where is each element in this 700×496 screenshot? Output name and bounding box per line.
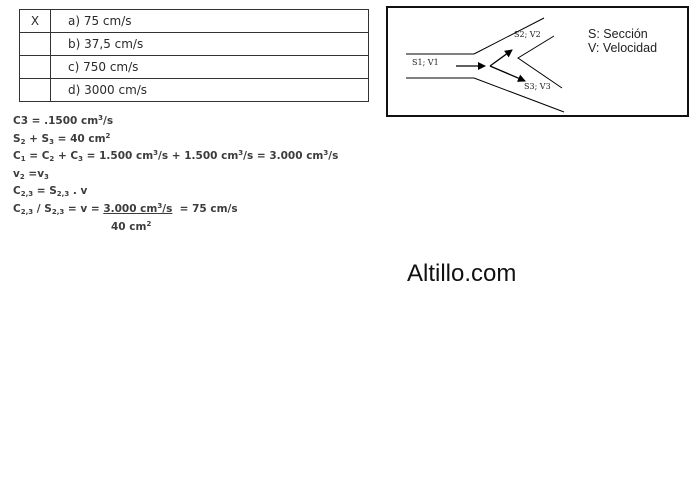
option-text: b) 37,5 cm/s: [51, 33, 369, 56]
work-line-6: $C_{2,3} / S_{2,3} = v = 3.000$ $cm^3/s = 75$ cm/s: [13, 201, 238, 216]
solution-work: [13, 113, 338, 236]
work-line-4: $v_2 =v_3$: [13, 167, 49, 181]
diagram-legend: [588, 27, 657, 55]
option-mark: [20, 33, 51, 56]
legend-section: S: Sección: [588, 27, 648, 41]
option-text: c) 750 cm/s: [51, 56, 369, 79]
lower-flow-arrow: [490, 66, 525, 81]
option-mark: X: [20, 10, 51, 33]
option-text: a) 75 cm/s: [51, 10, 369, 33]
option-mark: [20, 79, 51, 102]
option-row: [20, 10, 369, 33]
answer-options-table: [19, 9, 369, 102]
work-line-3: $C_1 = C_2 + C_3 = 1.500$ $cm^3/s + 1.500$ $cm^3/s = 3.000$ $cm^3/s$: [13, 149, 339, 164]
site-watermark: Altillo.com: [407, 260, 517, 287]
upper-branch-label: S2; V2: [514, 30, 541, 39]
legend-velocity: V: Velocidad: [588, 41, 658, 55]
option-text: d) 3000 cm/s: [51, 79, 369, 102]
work-line-7: 40 $cm^2$: [111, 219, 152, 233]
pipe-junction-diagram: [386, 6, 689, 117]
option-row: [20, 33, 369, 56]
upper-flow-arrow: [490, 50, 512, 66]
work-line-1: C3 = .1500 $cm^3/s$: [13, 114, 114, 127]
option-row: [20, 79, 369, 102]
option-row: [20, 56, 369, 79]
option-mark: [20, 56, 51, 79]
lower-branch-label: S3; V3: [524, 82, 551, 91]
inlet-label: S1; V1: [412, 58, 439, 67]
work-line-2: $S_2 + S_3 = 40$ $cm^2$: [13, 131, 111, 146]
work-line-5: $C_{2,3} = S_{2,3}$ . v: [13, 185, 88, 199]
